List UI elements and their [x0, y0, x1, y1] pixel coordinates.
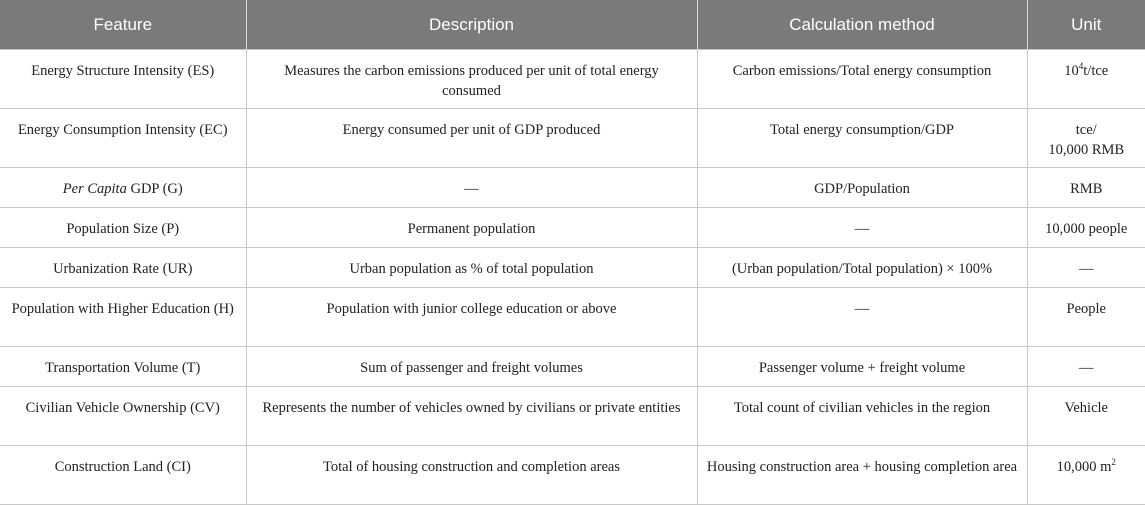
- table-row: [0, 446, 1145, 505]
- unit-rest: t/tce: [1083, 63, 1109, 79]
- description-cell: Urban population as % of total population: [246, 248, 697, 288]
- feature-cell: [0, 168, 246, 208]
- calculation-cell: —: [697, 208, 1027, 248]
- header-feature: Feature: [0, 0, 246, 50]
- description-cell: —: [246, 168, 697, 208]
- description-cell: Population with junior college education or above: [246, 288, 697, 347]
- feature-cell: Construction Land (CI): [0, 446, 246, 505]
- unit-cell: Vehicle: [1027, 387, 1145, 446]
- unit-line-2: 10,000 RMB: [1048, 142, 1125, 158]
- unit-cell: People: [1027, 288, 1145, 347]
- unit-line-1: tce/: [1075, 122, 1097, 138]
- table-row: [0, 168, 1145, 208]
- table-row: [0, 109, 1145, 168]
- unit-cell: [1027, 50, 1145, 109]
- table-row: [0, 347, 1145, 387]
- calculation-cell: Total energy consumption/GDP: [697, 109, 1027, 168]
- feature-cell: Civilian Vehicle Ownership (CV): [0, 387, 246, 446]
- description-cell: Sum of passenger and freight volumes: [246, 347, 697, 387]
- feature-cell: Population Size (P): [0, 208, 246, 248]
- feature-rest: GDP (G): [126, 181, 183, 197]
- header-calculation-method: Calculation method: [697, 0, 1027, 50]
- feature-cell: Energy Consumption Intensity (EC): [0, 109, 246, 168]
- description-cell: Energy consumed per unit of GDP produced: [246, 109, 697, 168]
- unit-base: 10,000 m: [1056, 459, 1112, 475]
- unit-cell: RMB: [1027, 168, 1145, 208]
- unit-cell: [1027, 446, 1145, 505]
- unit-cell: [1027, 109, 1145, 168]
- description-cell: Permanent population: [246, 208, 697, 248]
- unit-base: 10: [1064, 63, 1079, 79]
- unit-cell: —: [1027, 347, 1145, 387]
- calculation-cell: Housing construction area + housing completion area: [697, 446, 1027, 505]
- unit-cell: 10,000 people: [1027, 208, 1145, 248]
- table-row: [0, 248, 1145, 288]
- table-body: [0, 50, 1145, 505]
- feature-cell: Energy Structure Intensity (ES): [0, 50, 246, 109]
- feature-cell: Urbanization Rate (UR): [0, 248, 246, 288]
- header-unit: Unit: [1027, 0, 1145, 50]
- feature-cell: Transportation Volume (T): [0, 347, 246, 387]
- calculation-cell: Carbon emissions/Total energy consumption: [697, 50, 1027, 109]
- feature-cell: Population with Higher Education (H): [0, 288, 246, 347]
- table-row: [0, 208, 1145, 248]
- calculation-cell: (Urban population/Total population) × 100%: [697, 248, 1027, 288]
- table-header: [0, 0, 1145, 50]
- feature-italic-part: Per Capita: [62, 181, 127, 197]
- unit-superscript: 4: [1078, 61, 1084, 71]
- calculation-cell: —: [697, 288, 1027, 347]
- table-row: [0, 50, 1145, 109]
- unit-cell: —: [1027, 248, 1145, 288]
- unit-superscript: 2: [1111, 457, 1116, 467]
- description-cell: Represents the number of vehicles owned by civilians or private entities: [246, 387, 697, 446]
- description-cell: Measures the carbon emissions produced per unit of total energy consumed: [246, 50, 697, 109]
- calculation-cell: Passenger volume + freight volume: [697, 347, 1027, 387]
- header-description: Description: [246, 0, 697, 50]
- calculation-cell: GDP/Population: [697, 168, 1027, 208]
- description-cell: Total of housing construction and completion areas: [246, 446, 697, 505]
- table-row: [0, 288, 1145, 347]
- table-row: [0, 387, 1145, 446]
- calculation-cell: Total count of civilian vehicles in the region: [697, 387, 1027, 446]
- header-row: [0, 0, 1145, 50]
